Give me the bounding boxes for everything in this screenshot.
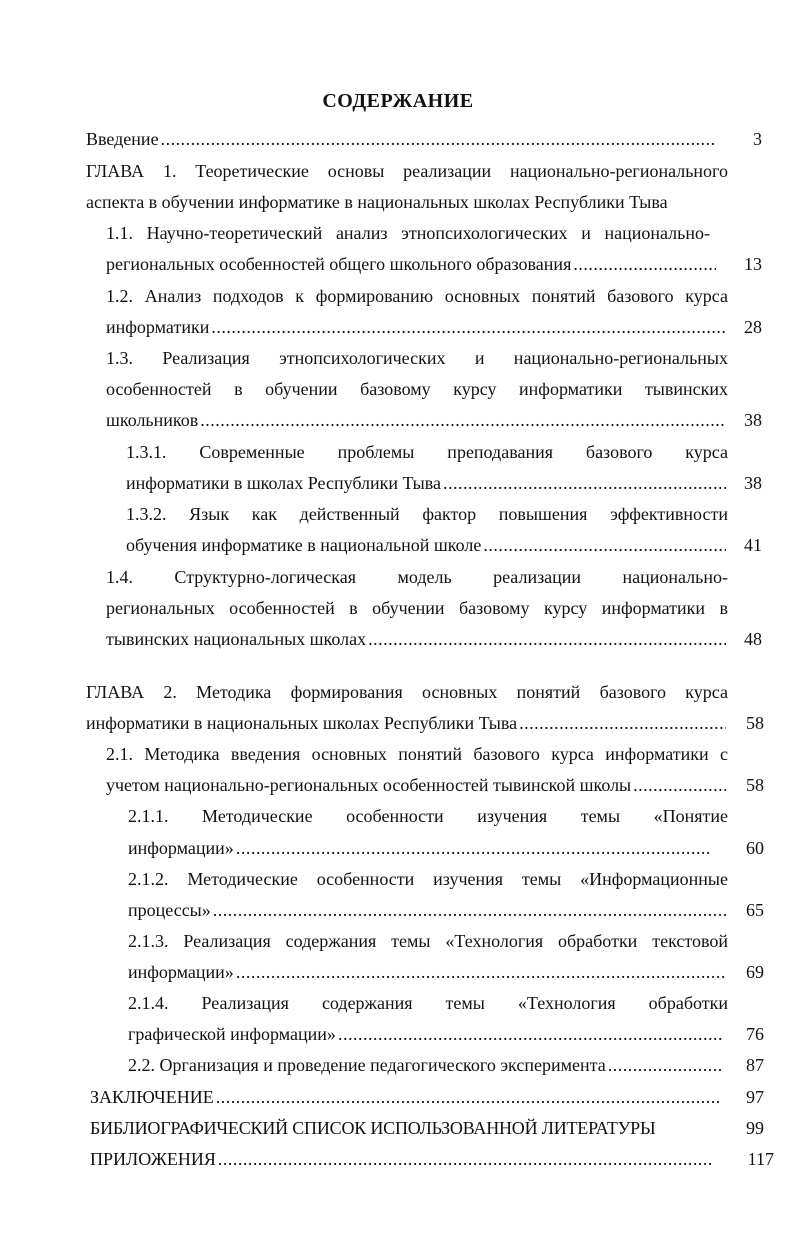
toc-page-number: 65	[746, 900, 764, 920]
leader-dots	[211, 316, 726, 338]
leader-dots	[216, 1086, 722, 1108]
toc-entry-text: учетом национально-региональных особенностей тывинской школы	[106, 775, 632, 795]
toc-entry-text: тывинских национальных школах	[106, 629, 367, 649]
toc-page-number: 38	[744, 473, 762, 493]
toc-section-1-3-2-line1[interactable]: 1.3.2. Язык как действенный фактор повышения эффективности	[126, 504, 728, 524]
leader-dots	[236, 837, 712, 859]
toc-page-number: 60	[746, 838, 764, 858]
toc-chapter-2-line2[interactable]	[86, 712, 728, 734]
toc-entry-text: ЗАКЛЮЧЕНИЕ	[90, 1087, 214, 1107]
toc-section-2-1-2-line2[interactable]	[128, 899, 728, 921]
toc-page-number: 69	[746, 962, 764, 982]
leader-dots	[519, 712, 726, 734]
leader-dots	[633, 774, 726, 796]
toc-chapter-2-line1[interactable]: ГЛАВА 2. Методика формирования основных понятий базового курса	[86, 682, 728, 702]
toc-entry-text: информации»	[128, 838, 234, 858]
toc-chapter-1-line1[interactable]: ГЛАВА 1. Теоретические основы реализации национально-регионального	[86, 161, 728, 181]
toc-section-2-1-3-line1[interactable]: 2.1.3. Реализация содержания темы «Технология обработки текстовой	[128, 931, 728, 951]
toc-section-2-1-line2[interactable]	[106, 774, 728, 796]
leader-dots	[236, 961, 726, 983]
toc-page-number: 97	[746, 1087, 764, 1107]
toc-entry-text: региональных особенностей общего школьного образования	[106, 254, 572, 274]
toc-entry-text: школьников	[106, 410, 199, 430]
toc-section-1-1-line2[interactable]	[106, 253, 718, 275]
toc-section-2-1-4-line2[interactable]	[128, 1023, 724, 1045]
toc-entry-text: обучения информатике в национальной школе	[126, 535, 482, 555]
toc-section-1-3-1-line2[interactable]	[126, 472, 728, 494]
toc-page-number: 28	[744, 317, 762, 337]
toc-appendix[interactable]	[90, 1148, 716, 1170]
toc-section-2-2[interactable]	[128, 1054, 724, 1076]
toc-page-number: 48	[744, 629, 762, 649]
toc-page-number: 58	[746, 775, 764, 795]
toc-section-1-4-line2[interactable]: региональных особенностей в обучении базовому курсу информатики в	[106, 598, 728, 618]
toc-page-number: 76	[746, 1024, 764, 1044]
page-title: СОДЕРЖАНИЕ	[322, 90, 474, 112]
toc-section-2-1-4-line1[interactable]: 2.1.4. Реализация содержания темы «Технология обработки	[128, 993, 728, 1013]
leader-dots	[443, 472, 726, 494]
toc-section-2-1-2-line1[interactable]: 2.1.2. Методические особенности изучения темы «Информационные	[128, 869, 728, 889]
toc-page-number: 13	[744, 254, 762, 274]
toc-entry-text: графической информации»	[128, 1024, 336, 1044]
toc-entry-text: информатики в школах Республики Тыва	[126, 473, 441, 493]
toc-section-1-4-line3[interactable]	[106, 628, 728, 650]
toc-entry-text: ПРИЛОЖЕНИЯ	[90, 1149, 216, 1169]
toc-entry-text: информатики	[106, 317, 210, 337]
toc-section-2-1-1-line2[interactable]	[128, 837, 714, 859]
leader-dots	[573, 253, 716, 275]
leader-dots	[483, 534, 726, 556]
leader-dots	[608, 1054, 722, 1076]
toc-page-number: 3	[753, 129, 762, 149]
toc-section-2-1-1-line1[interactable]: 2.1.1. Методические особенности изучения темы «Понятие	[128, 806, 728, 826]
toc-page-number: 87	[746, 1055, 764, 1075]
toc-section-1-2-line1[interactable]: 1.2. Анализ подходов к формированию основных понятий базового курса	[106, 286, 728, 306]
toc-section-1-2-line2[interactable]	[106, 316, 728, 338]
leader-dots	[161, 128, 716, 150]
toc-entry-intro[interactable]	[86, 128, 718, 150]
toc-section-1-3-line1[interactable]: 1.3. Реализация этнопсихологических и национально-региональных	[106, 348, 728, 368]
toc-section-1-3-line3[interactable]	[106, 409, 728, 431]
leader-dots	[368, 628, 726, 650]
toc-conclusion[interactable]	[90, 1086, 724, 1108]
toc-section-1-3-2-line2[interactable]	[126, 534, 728, 556]
toc-section-1-3-line2[interactable]: особенностей в обучении базовому курсу информатики тывинских	[106, 379, 728, 399]
toc-entry-text: информатики в национальных школах Республики Тыва	[86, 713, 518, 733]
toc-entry-text: Введение	[86, 129, 159, 149]
toc-page-number: 38	[744, 410, 762, 430]
toc-entry-text: информации»	[128, 962, 234, 982]
toc-page-number: 41	[744, 535, 762, 555]
toc-page-number: 117	[747, 1149, 774, 1169]
leader-dots	[200, 409, 726, 431]
toc-page-number: 58	[746, 713, 764, 733]
toc-entry-text: 2.2. Организация и проведение педагогического эксперимента	[128, 1055, 606, 1075]
toc-section-1-4-line1[interactable]: 1.4. Структурно-логическая модель реализации национально-	[106, 567, 728, 587]
leader-dots	[218, 1148, 714, 1170]
leader-dots	[213, 899, 726, 921]
leader-dots	[338, 1023, 722, 1045]
toc-section-2-1-line1[interactable]: 2.1. Методика введения основных понятий базового курса информатики с	[106, 744, 728, 764]
toc-page-number: 99	[746, 1118, 764, 1138]
toc-section-1-3-1-line1[interactable]: 1.3.1. Современные проблемы преподавания базового курса	[126, 442, 728, 462]
toc-section-1-1-line1[interactable]: 1.1. Научно-теоретический анализ этнопсихологических и национально-	[106, 223, 710, 243]
toc-bibliography[interactable]: БИБЛИОГРАФИЧЕСКИЙ СПИСОК ИСПОЛЬЗОВАННОЙ ЛИТЕРАТУРЫ	[90, 1118, 656, 1138]
toc-section-2-1-3-line2[interactable]	[128, 961, 728, 983]
toc-entry-text: процессы»	[128, 900, 211, 920]
toc-chapter-1-line2[interactable]: аспекта в обучении информатике в национальных школах Республики Тыва	[86, 192, 668, 212]
